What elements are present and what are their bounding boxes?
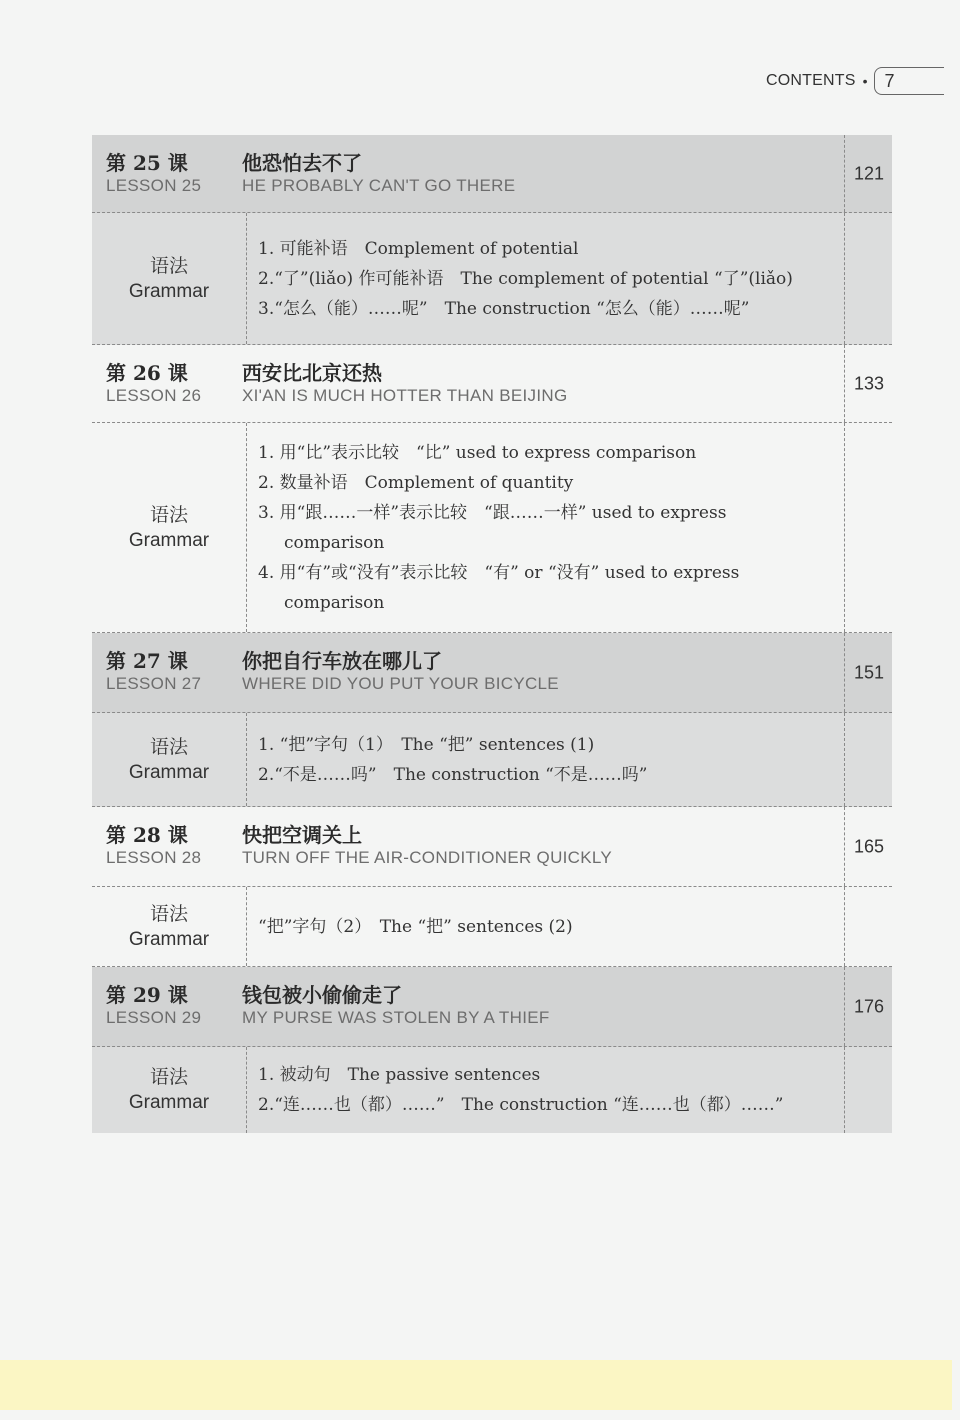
toc-lesson-27: [92, 633, 892, 807]
grammar-row: [92, 423, 892, 633]
grammar-label-en: Grammar: [128, 280, 210, 302]
toc-lesson-28: [92, 807, 892, 967]
grammar-label: [92, 1065, 246, 1115]
table-of-contents: [92, 135, 892, 1133]
lesson-title-zh: 西安比北京还热: [242, 361, 382, 385]
lesson-number-en: LESSON 28: [106, 848, 202, 867]
grammar-item: 2. 数量补语 Complement of quantity: [258, 472, 574, 493]
grammar-list: [258, 234, 832, 324]
lesson-number-zh: 第 29 课: [106, 983, 188, 1007]
grammar-label-en: Grammar: [128, 761, 210, 783]
grammar-label: [92, 254, 246, 304]
lesson-page-number: 151: [854, 662, 885, 682]
toc-lesson-26: [92, 345, 892, 633]
lesson-row: [92, 633, 892, 713]
grammar-label-en: Grammar: [128, 529, 210, 551]
running-header: [766, 66, 944, 96]
lesson-number-zh: 第 27 课: [106, 649, 188, 673]
lesson-row: [92, 967, 892, 1047]
grammar-label-en: Grammar: [128, 928, 210, 950]
toc-lesson-29: [92, 967, 892, 1133]
grammar-item: 2.“不是……吗” The construction “不是……吗”: [258, 764, 648, 785]
lesson-title-en: XI'AN IS MUCH HOTTER THAN BEIJING: [242, 386, 568, 405]
grammar-label-zh: 语法: [149, 902, 188, 925]
grammar-item: “把”字句（2） The “把” sentences (2): [258, 916, 573, 937]
lesson-row: [92, 807, 892, 887]
grammar-item: 1. “把”字句（1） The “把” sentences (1): [258, 734, 595, 755]
header-separator: •: [862, 73, 868, 89]
grammar-row: [92, 713, 892, 807]
grammar-item: 2.“连……也（都）……” The construction “连……也（都）……”: [258, 1095, 784, 1115]
lesson-number-zh: 第 28 课: [106, 823, 188, 847]
grammar-label-zh: 语法: [149, 735, 188, 758]
lesson-title-en: TURN OFF THE AIR-CONDITIONER QUICKLY: [242, 848, 613, 867]
lesson-number-zh: 第 25 课: [106, 151, 188, 175]
lesson-page-number: 133: [854, 373, 885, 393]
lesson-page-number: 165: [854, 836, 885, 856]
grammar-item: 3.“怎么（能）……呢” The construction “怎么（能）……呢”: [258, 298, 750, 319]
grammar-item: 1. 可能补语 Complement of potential: [258, 238, 579, 259]
grammar-item: 2.“了”(liǎo) 作可能补语 The complement of potential “了”(liǎo): [258, 268, 793, 289]
grammar-item: 4. 用“有”或“没有”表示比较 “有” or “没有” used to express comparison: [258, 562, 740, 613]
lesson-number-en: LESSON 29: [106, 1008, 202, 1027]
lesson-number-en: LESSON 26: [106, 386, 202, 405]
lesson-title-en: MY PURSE WAS STOLEN BY A THIEF: [242, 1008, 550, 1027]
grammar-item: 3. 用“跟……一样”表示比较 “跟……一样” used to express comparison: [258, 502, 727, 553]
lesson-row: [92, 135, 892, 213]
grammar-label: [92, 902, 246, 952]
lesson-row: [92, 345, 892, 423]
grammar-item: 1. 被动句 The passive sentences: [258, 1065, 541, 1085]
grammar-item: 1. 用“比”表示比较 “比” used to express comparison: [258, 442, 697, 463]
lesson-page-number: 121: [854, 163, 885, 183]
grammar-list: [258, 912, 832, 942]
grammar-label: [92, 735, 246, 785]
lesson-title-zh: 钱包被小偷偷走了: [242, 983, 402, 1007]
page-number: 7: [874, 67, 944, 95]
grammar-row: [92, 213, 892, 345]
lesson-number-en: LESSON 27: [106, 674, 202, 693]
lesson-page-number: 176: [854, 996, 885, 1016]
grammar-list: [258, 1060, 832, 1120]
lesson-number-zh: 第 26 课: [106, 361, 188, 385]
grammar-list: [258, 730, 832, 790]
grammar-label-zh: 语法: [149, 1066, 188, 1088]
grammar-list: [258, 438, 832, 618]
page-bottom-edge: [0, 1360, 952, 1410]
grammar-row: [92, 1047, 892, 1133]
grammar-row: [92, 887, 892, 967]
lesson-title-zh: 快把空调关上: [242, 823, 362, 847]
toc-lesson-25: [92, 135, 892, 345]
lesson-title-zh: 他恐怕去不了: [242, 151, 362, 175]
lesson-number-en: LESSON 25: [106, 176, 202, 195]
grammar-label-zh: 语法: [149, 503, 188, 526]
grammar-label: [92, 503, 246, 553]
grammar-label-en: Grammar: [128, 1092, 210, 1113]
running-header-label: CONTENTS: [766, 72, 856, 89]
grammar-label-zh: 语法: [149, 254, 188, 277]
lesson-title-en: WHERE DID YOU PUT YOUR BICYCLE: [242, 674, 559, 693]
lesson-title-en: HE PROBABLY CAN'T GO THERE: [242, 176, 516, 195]
lesson-title-zh: 你把自行车放在哪儿了: [242, 649, 442, 673]
